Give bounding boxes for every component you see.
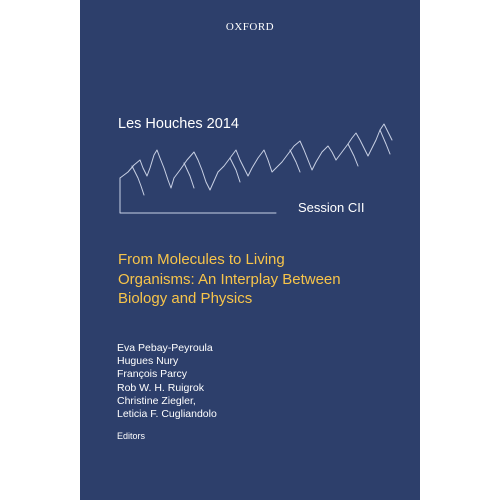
editor-name: Leticia F. Cugliandolo bbox=[117, 408, 217, 421]
editor-list bbox=[117, 342, 217, 421]
ridge-line-2 bbox=[174, 152, 218, 190]
ridge-line-1b bbox=[132, 166, 144, 195]
book-title-line: Biology and Physics bbox=[118, 290, 253, 307]
session-label: Session CII bbox=[298, 200, 365, 215]
editor-name: François Parcy bbox=[117, 368, 188, 381]
editor-name: Eva Pebay-Peyroula bbox=[117, 342, 213, 354]
book-title-line: From Molecules to Living bbox=[118, 251, 285, 268]
illustration-baseline bbox=[120, 178, 276, 213]
ridge-line-5 bbox=[336, 124, 392, 160]
mountain-line-illustration bbox=[80, 0, 420, 240]
ridge-line-4b bbox=[290, 150, 300, 172]
editor-name: Christine Ziegler, bbox=[117, 394, 196, 407]
editors-label: Editors bbox=[117, 431, 146, 441]
ridge-line-4 bbox=[276, 141, 336, 170]
book-title bbox=[118, 250, 408, 309]
editor-name: Hugues Nury bbox=[117, 355, 179, 368]
book-cover bbox=[80, 0, 420, 500]
ridge-line-2b bbox=[184, 163, 194, 188]
publisher-logo: OXFORD bbox=[225, 21, 275, 33]
ridge-line-5b bbox=[348, 144, 358, 166]
book-title-line: Organisms: An Interplay Between bbox=[118, 270, 341, 288]
ridge-line-1 bbox=[120, 150, 174, 188]
editor-name: Rob W. H. Ruigrok bbox=[117, 381, 204, 394]
series-title: Les Houches 2014 bbox=[118, 116, 239, 132]
ridge-line-3b bbox=[230, 158, 240, 182]
ridge-line-3 bbox=[218, 150, 276, 176]
